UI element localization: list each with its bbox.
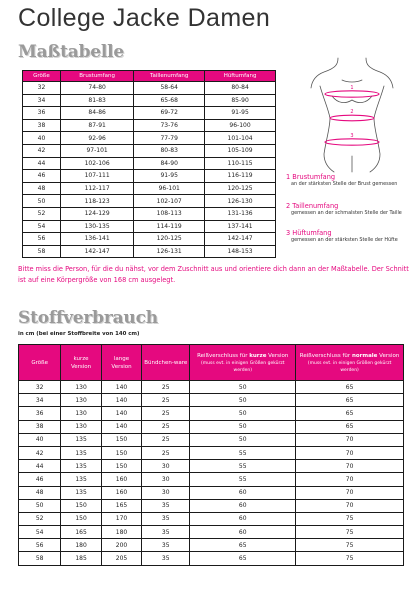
legend-hip-title: 3 Hüftumfang: [286, 229, 332, 237]
fabric-table-cell: 54: [19, 526, 61, 539]
size-table-cell: 120-125: [205, 182, 276, 195]
fabric-table-cell: 50: [190, 433, 296, 446]
marker-2: 2: [350, 109, 354, 115]
size-table-cell: 91-95: [205, 107, 276, 120]
fabric-table-cell: 46: [19, 473, 61, 486]
zip-normal-label-pre: Reißverschluss für: [299, 352, 352, 359]
size-table-cell: 74-80: [60, 82, 133, 95]
fabric-table-cell: 25: [142, 407, 190, 420]
size-table-cell: 118-123: [60, 195, 133, 208]
fabric-table-cell: 140: [101, 394, 141, 407]
size-table-cell: 110-115: [205, 157, 276, 170]
size-table-cell: 114-119: [134, 220, 205, 233]
size-table-cell: 131-136: [205, 207, 276, 220]
fabric-table-row: [19, 460, 404, 473]
size-table-row: [23, 207, 276, 220]
fabric-table-cell: 25: [142, 394, 190, 407]
fabric-table-cell: 75: [296, 539, 404, 552]
fabric-table-cell: 70: [296, 433, 404, 446]
size-table-cell: 126-131: [134, 245, 205, 258]
fabric-table-cell: 55: [190, 446, 296, 459]
fabric-table-cell: 70: [296, 446, 404, 459]
size-table-cell: 50: [23, 195, 61, 208]
fabric-table-cell: 60: [190, 512, 296, 525]
fabric-table-cell: 140: [101, 420, 141, 433]
fabric-table-cell: 36: [19, 407, 61, 420]
fabric-table-cell: 135: [61, 433, 101, 446]
size-table-row: [23, 182, 276, 195]
fabric-table-cell: 130: [61, 394, 101, 407]
size-table-row: [23, 233, 276, 246]
fabric-table-cell: 200: [101, 539, 141, 552]
fabric-table-cell: 32: [19, 381, 61, 394]
fabric-table-cell: 60: [190, 486, 296, 499]
fabric-table-row: [19, 512, 404, 525]
fabric-table-row: [19, 381, 404, 394]
fabric-table-row: [19, 446, 404, 459]
fabric-table-cell: 65: [296, 407, 404, 420]
zip-short-label-bold: kurze: [249, 352, 267, 359]
fabric-table-cell: 38: [19, 420, 61, 433]
fabric-table-cell: 130: [61, 381, 101, 394]
size-table-cell: 48: [23, 182, 61, 195]
fabric-table-cell: 185: [61, 552, 101, 565]
size-table-cell: 137-141: [205, 220, 276, 233]
fabric-table-cell: 130: [61, 407, 101, 420]
size-table-cell: 52: [23, 207, 61, 220]
legend-waist-title: 2 Taillenumfang: [286, 202, 339, 210]
size-table-cell: 42: [23, 144, 61, 157]
size-table-cell: 107-111: [60, 170, 133, 183]
fabric-table-cell: 25: [142, 381, 190, 394]
size-col-header: Hüftumfang: [205, 71, 276, 82]
size-table-cell: 101-104: [205, 132, 276, 145]
fabric-col-header: Größe: [19, 345, 61, 381]
size-table-cell: 73-76: [134, 119, 205, 132]
marker-3: 3: [350, 133, 354, 139]
fabric-table-row: [19, 433, 404, 446]
size-table-cell: 148-153: [205, 245, 276, 258]
size-table-cell: 38: [23, 119, 61, 132]
fabric-table-cell: 70: [296, 473, 404, 486]
size-table-cell: 96-100: [205, 119, 276, 132]
fabric-table-cell: 40: [19, 433, 61, 446]
fabric-table-cell: 140: [101, 381, 141, 394]
measurement-note: Bitte miss die Person, für die du nähst, vor dem Zuschnitt aus und orientiere dich dann an der Maßtabelle. Der Schnitt ist auf eine Körpergröße von 168 cm ausgelegt.: [18, 265, 409, 284]
size-table-cell: 84-90: [134, 157, 205, 170]
fabric-col-header: lange Version: [101, 345, 141, 381]
fabric-table-heading: Stoffverbrauch: [18, 308, 158, 328]
size-table-cell: 92-96: [60, 132, 133, 145]
fabric-table-cell: 70: [296, 486, 404, 499]
fabric-table-row: [19, 394, 404, 407]
fabric-table-cell: 25: [142, 446, 190, 459]
size-table-row: [23, 245, 276, 258]
fabric-table-cell: 55: [190, 460, 296, 473]
size-table-cell: 91-95: [134, 170, 205, 183]
size-table-cell: 105-109: [205, 144, 276, 157]
size-table-cell: 116-119: [205, 170, 276, 183]
size-table-cell: 130-135: [60, 220, 133, 233]
size-col-header: Größe: [23, 71, 61, 82]
zip-normal-note: (muss evt. in einigen Größen gekürzt werden): [307, 360, 392, 373]
size-table-cell: 87-91: [60, 119, 133, 132]
size-table-row: [23, 144, 276, 157]
fabric-table-cell: 35: [142, 526, 190, 539]
fabric-table-header-row: [19, 345, 404, 381]
fabric-table-cell: 165: [101, 499, 141, 512]
fabric-table-row: [19, 526, 404, 539]
size-table-cell: 85-90: [205, 94, 276, 107]
fabric-table-cell: 150: [61, 499, 101, 512]
size-table-cell: 108-113: [134, 207, 205, 220]
fabric-table-cell: 55: [190, 473, 296, 486]
size-table-row: [23, 157, 276, 170]
fabric-table-cell: 35: [142, 539, 190, 552]
fabric-col-header: kurze Version: [61, 345, 101, 381]
size-table-cell: 36: [23, 107, 61, 120]
fabric-table-cell: 30: [142, 460, 190, 473]
fabric-table-row: [19, 486, 404, 499]
size-table-cell: 58-64: [134, 82, 205, 95]
size-table-cell: 97-101: [60, 144, 133, 157]
fabric-table-cell: 150: [61, 512, 101, 525]
fabric-table-row: [19, 539, 404, 552]
legend-bust: [286, 173, 416, 187]
legend-hip: [286, 229, 416, 243]
size-table-cell: 112-117: [60, 182, 133, 195]
size-table-cell: 136-141: [60, 233, 133, 246]
size-table-cell: 102-107: [134, 195, 205, 208]
size-table: [22, 70, 276, 258]
fabric-table-cell: 135: [61, 460, 101, 473]
size-table-cell: 69-72: [134, 107, 205, 120]
fabric-table-row: [19, 499, 404, 512]
size-table-cell: 77-79: [134, 132, 205, 145]
fabric-table-cell: 35: [142, 499, 190, 512]
fabric-col-header: [190, 345, 296, 381]
fabric-table-cell: 50: [19, 499, 61, 512]
size-table-cell: 124-129: [60, 207, 133, 220]
fabric-table-cell: 75: [296, 526, 404, 539]
fabric-table-cell: 58: [19, 552, 61, 565]
fabric-table-cell: 35: [142, 512, 190, 525]
size-table-cell: 44: [23, 157, 61, 170]
fabric-table-cell: 70: [296, 460, 404, 473]
zip-normal-label-bold: normale: [351, 352, 378, 359]
size-table-cell: 96-101: [134, 182, 205, 195]
fabric-table-row: [19, 420, 404, 433]
zip-short-label-pre: Reißverschluss für: [197, 352, 250, 359]
size-table-cell: 34: [23, 94, 61, 107]
size-table-cell: 126-130: [205, 195, 276, 208]
size-table-cell: 65-68: [134, 94, 205, 107]
fabric-table-cell: 160: [101, 473, 141, 486]
size-table-cell: 46: [23, 170, 61, 183]
legend-waist-desc: gemessen an der schmalsten Stelle der Taille: [291, 210, 402, 216]
fabric-table-cell: 35: [142, 552, 190, 565]
size-table-cell: 84-86: [60, 107, 133, 120]
legend-bust-title: 1 Brustumfang: [286, 173, 336, 181]
size-table-row: [23, 94, 276, 107]
size-table-cell: 40: [23, 132, 61, 145]
fabric-col-header: [296, 345, 404, 381]
fabric-table-cell: 34: [19, 394, 61, 407]
fabric-table-cell: 65: [190, 552, 296, 565]
size-table-row: [23, 119, 276, 132]
fabric-table-cell: 60: [190, 499, 296, 512]
fabric-table-cell: 150: [101, 460, 141, 473]
fabric-table-cell: 48: [19, 486, 61, 499]
size-table-cell: 142-147: [205, 233, 276, 246]
size-table-row: [23, 220, 276, 233]
size-table-row: [23, 132, 276, 145]
fabric-table-cell: 170: [101, 512, 141, 525]
size-table-cell: 80-83: [134, 144, 205, 157]
size-table-cell: 120-125: [134, 233, 205, 246]
size-col-header: Taillenumfang: [134, 71, 205, 82]
size-table-row: [23, 82, 276, 95]
size-table-heading: Maßtabelle: [18, 42, 125, 62]
fabric-table-cell: 25: [142, 420, 190, 433]
size-table-cell: 54: [23, 220, 61, 233]
fabric-table-cell: 130: [61, 420, 101, 433]
size-table-row: [23, 195, 276, 208]
fabric-table: [18, 344, 404, 566]
legend-hip-desc: gemessen an der stärksten Stelle der Hüfte: [291, 237, 398, 243]
size-table-row: [23, 107, 276, 120]
fabric-table-subheading: in cm (bei einer Stoffbreite von 140 cm): [18, 331, 140, 337]
fabric-table-cell: 50: [190, 394, 296, 407]
fabric-table-cell: 50: [190, 381, 296, 394]
fabric-table-cell: 42: [19, 446, 61, 459]
legend-bust-desc: an der stärksten Stelle der Brust gemessen: [291, 181, 398, 187]
fabric-table-cell: 140: [101, 407, 141, 420]
fabric-table-cell: 30: [142, 486, 190, 499]
size-table-cell: 81-83: [60, 94, 133, 107]
fabric-table-cell: 135: [61, 486, 101, 499]
legend-waist: [286, 202, 416, 216]
fabric-table-cell: 165: [61, 526, 101, 539]
size-table-cell: 58: [23, 245, 61, 258]
fabric-table-cell: 205: [101, 552, 141, 565]
size-table-header-row: [23, 71, 276, 82]
fabric-table-cell: 65: [190, 539, 296, 552]
fabric-table-cell: 180: [101, 526, 141, 539]
fabric-table-cell: 75: [296, 512, 404, 525]
fabric-table-cell: 44: [19, 460, 61, 473]
fabric-table-row: [19, 552, 404, 565]
size-col-header: Brustumfang: [60, 71, 133, 82]
fabric-table-cell: 56: [19, 539, 61, 552]
fabric-table-cell: 75: [296, 552, 404, 565]
fabric-table-cell: 160: [101, 486, 141, 499]
zip-short-label-post: Version: [266, 352, 289, 359]
page-title: College Jacke Damen: [18, 4, 271, 32]
fabric-table-cell: 135: [61, 446, 101, 459]
fabric-table-cell: 25: [142, 433, 190, 446]
fabric-table-cell: 135: [61, 473, 101, 486]
fabric-table-cell: 180: [61, 539, 101, 552]
fabric-table-cell: 150: [101, 433, 141, 446]
size-table-cell: 56: [23, 233, 61, 246]
size-table-cell: 102-106: [60, 157, 133, 170]
fabric-table-cell: 65: [296, 381, 404, 394]
fabric-table-cell: 30: [142, 473, 190, 486]
zip-short-note: (muss evt. in einigen Größen gekürzt werden): [200, 360, 285, 373]
fabric-col-header: Bündchen-ware: [142, 345, 190, 381]
fabric-table-cell: 52: [19, 512, 61, 525]
fabric-table-cell: 65: [296, 420, 404, 433]
zip-normal-label-post: Version: [377, 352, 400, 359]
fabric-table-cell: 60: [190, 526, 296, 539]
fabric-table-cell: 65: [296, 394, 404, 407]
size-table-cell: 142-147: [60, 245, 133, 258]
size-table-cell: 32: [23, 82, 61, 95]
fabric-table-cell: 50: [190, 407, 296, 420]
fabric-table-row: [19, 407, 404, 420]
size-table-row: [23, 170, 276, 183]
body-silhouette-figure: [294, 56, 410, 174]
fabric-table-row: [19, 473, 404, 486]
fabric-table-cell: 50: [190, 420, 296, 433]
fabric-table-cell: 70: [296, 499, 404, 512]
fabric-table-cell: 150: [101, 446, 141, 459]
marker-1: 1: [350, 85, 354, 91]
size-table-cell: 80-84: [205, 82, 276, 95]
